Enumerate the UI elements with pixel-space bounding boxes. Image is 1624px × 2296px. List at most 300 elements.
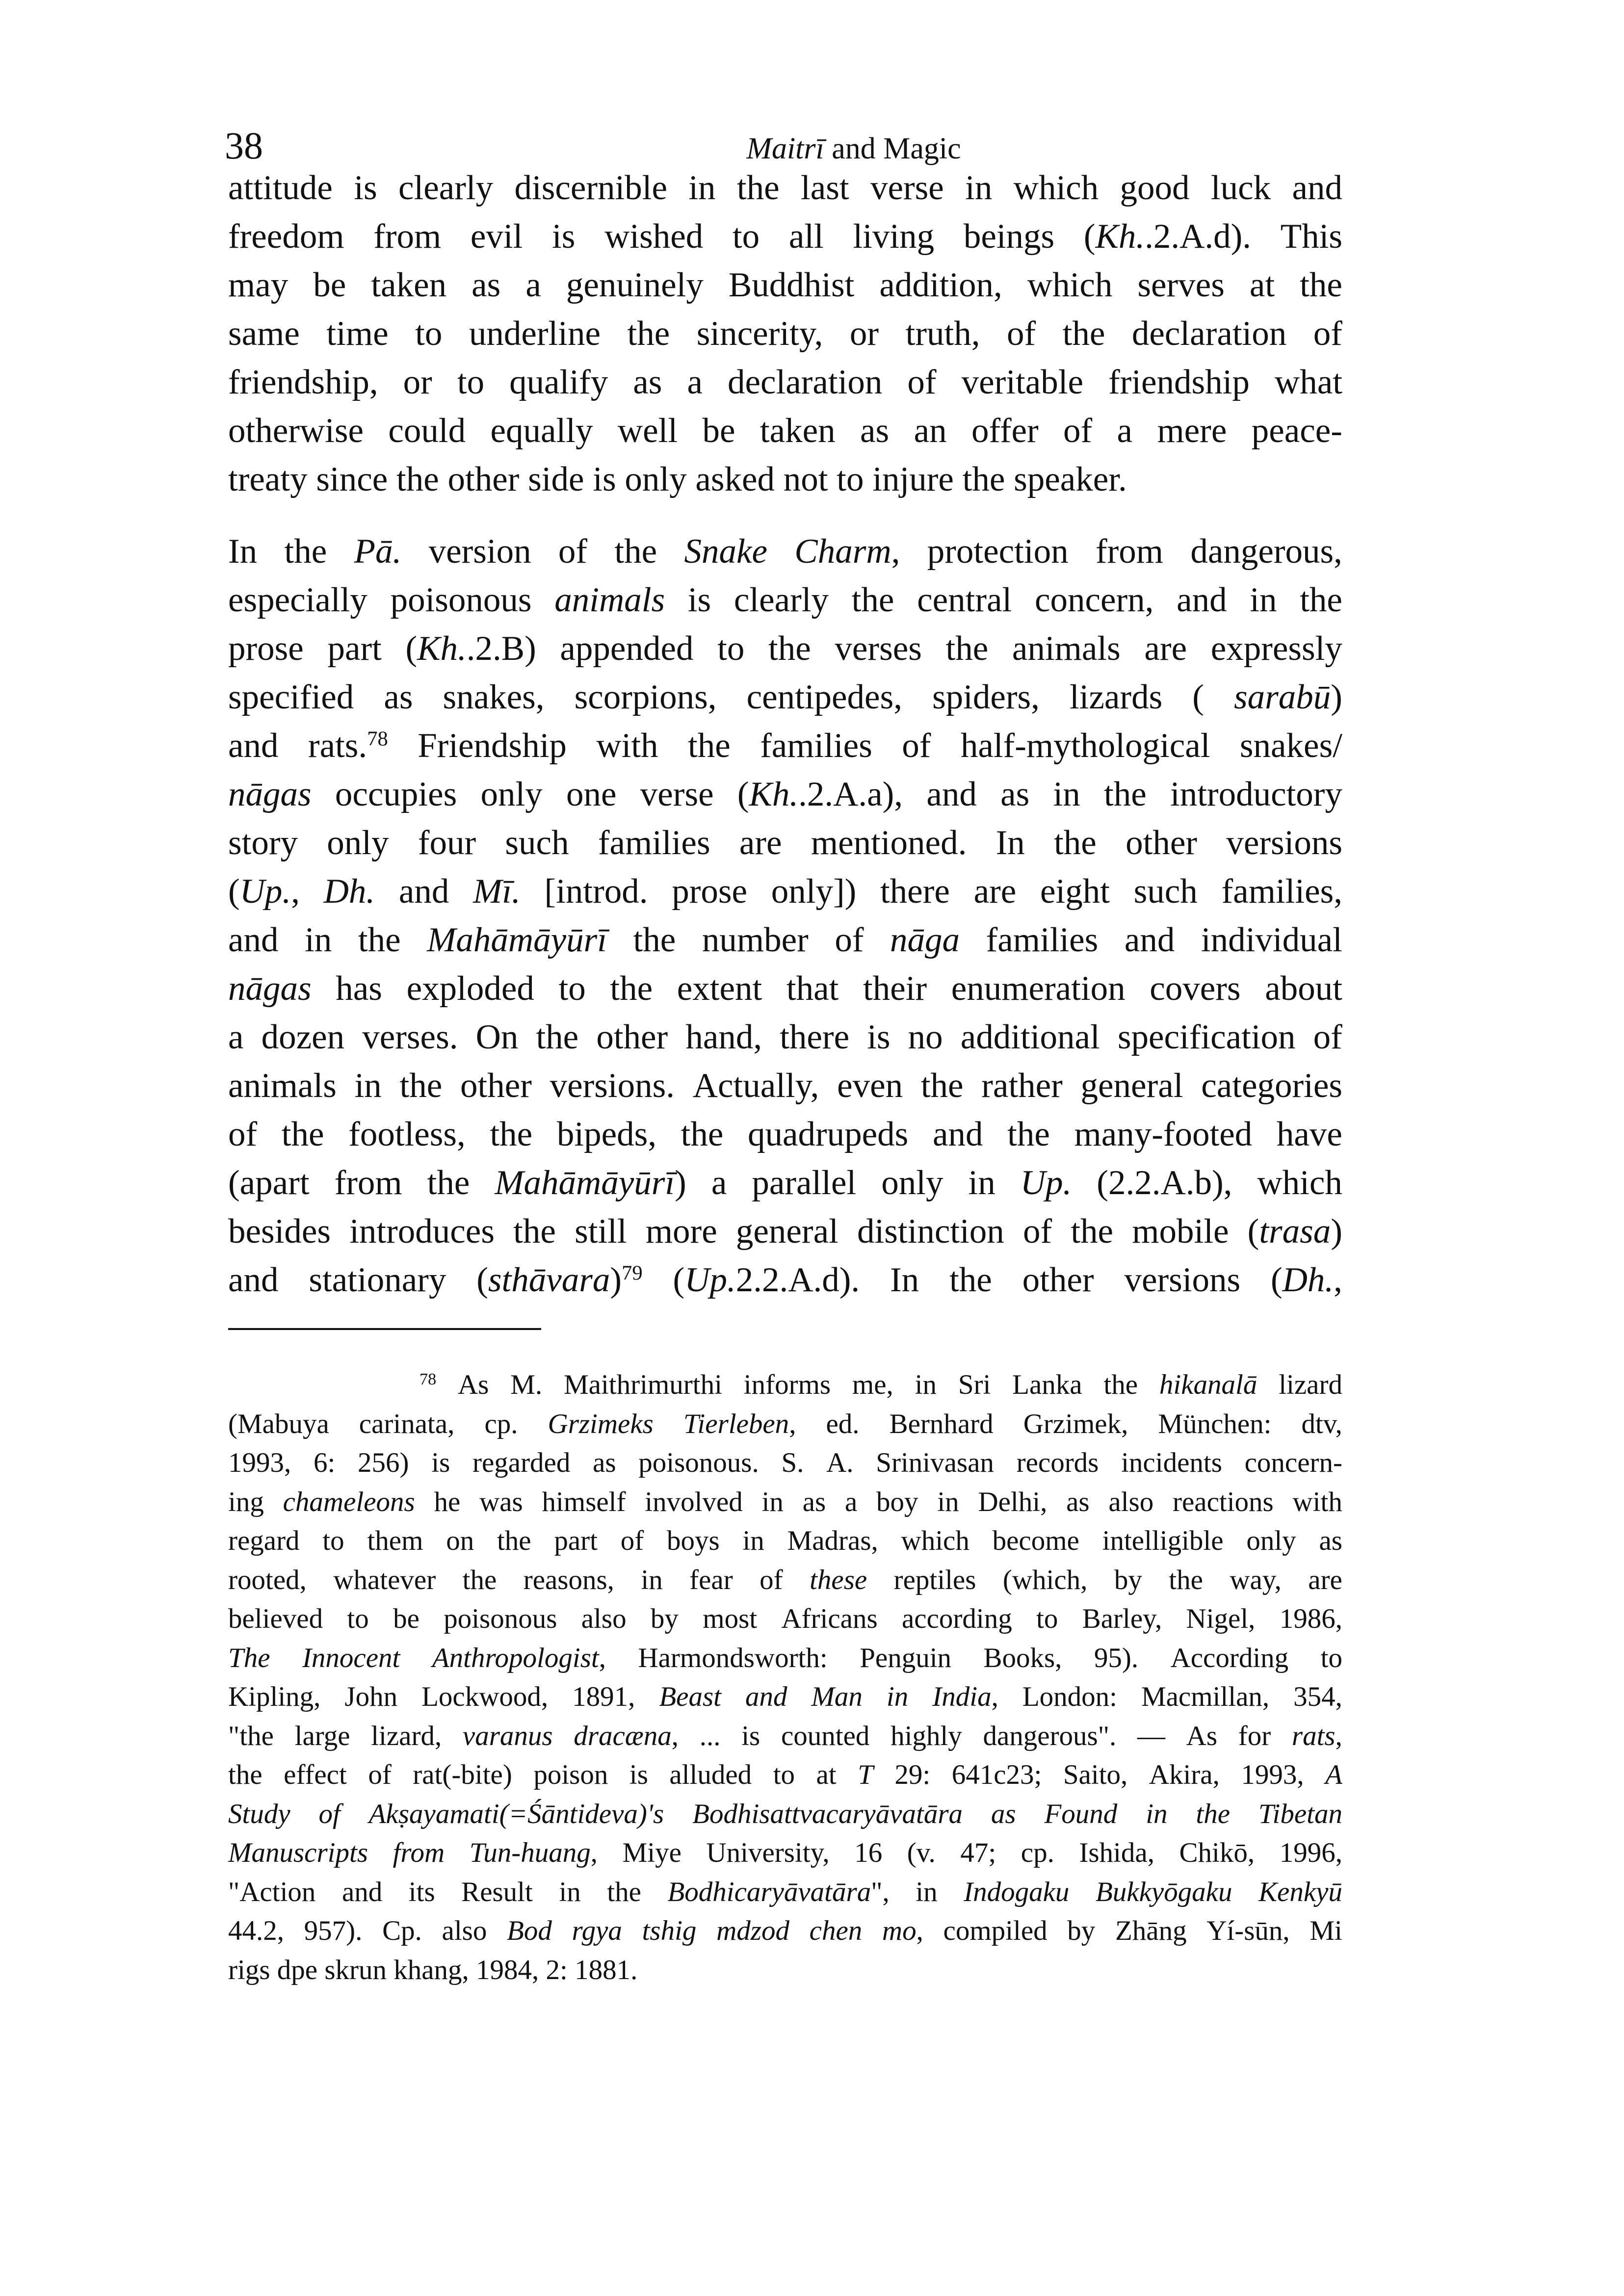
text: have xyxy=(1276,1115,1342,1153)
text: ) xyxy=(610,1261,622,1299)
italic-text: Bodhicaryāvatāra xyxy=(667,1876,871,1907)
text: them xyxy=(367,1525,423,1556)
text: Africans xyxy=(781,1603,878,1634)
text: dozen xyxy=(261,1018,345,1056)
text: of xyxy=(1063,412,1093,450)
text: Friendship xyxy=(418,727,567,765)
text: veritable xyxy=(961,363,1083,401)
text: prose xyxy=(228,629,304,668)
text: as xyxy=(384,678,413,716)
text: equally xyxy=(490,412,593,450)
text-line xyxy=(228,576,1342,625)
text: of xyxy=(907,363,937,401)
text: such xyxy=(1133,872,1198,911)
text: families, xyxy=(1221,872,1342,911)
text: the xyxy=(427,1164,470,1202)
text: number xyxy=(702,921,809,959)
text-line xyxy=(228,1833,1342,1873)
text: dpe xyxy=(277,1954,318,1985)
text: with xyxy=(596,727,658,765)
italic-text: sthāvara xyxy=(488,1261,610,1299)
text: occupies xyxy=(335,775,457,813)
text: As xyxy=(1186,1720,1218,1751)
text: of xyxy=(228,1115,258,1153)
text: the xyxy=(497,1525,531,1556)
text: in xyxy=(937,1486,959,1517)
text: of xyxy=(1006,314,1036,353)
text: poisonous xyxy=(390,581,532,619)
text: verse xyxy=(640,775,714,813)
italic-text: rats xyxy=(1291,1720,1336,1751)
text: not xyxy=(783,460,828,498)
text: in xyxy=(968,1164,995,1202)
text-line xyxy=(228,1483,1342,1522)
text: 1993, xyxy=(1241,1759,1304,1790)
text: only xyxy=(625,460,687,498)
text: otherwise xyxy=(228,412,364,450)
text: also xyxy=(442,1915,487,1946)
text: part xyxy=(554,1525,598,1556)
italic-text: nāgas xyxy=(228,969,312,1008)
text: the xyxy=(228,1759,262,1790)
text: are xyxy=(973,872,1017,911)
text: become xyxy=(992,1525,1079,1556)
italic-text: in xyxy=(1146,1798,1168,1829)
text: introductory xyxy=(1170,775,1342,813)
text: (Mabuya xyxy=(228,1408,329,1439)
text: footless, xyxy=(348,1115,466,1153)
text-line xyxy=(228,1755,1342,1795)
text: extent xyxy=(677,969,762,1008)
text: in xyxy=(688,169,716,207)
text: mentioned. xyxy=(811,824,967,862)
text: ) xyxy=(1331,678,1342,716)
italic-text: Tierleben xyxy=(683,1408,789,1439)
text: general xyxy=(735,1212,838,1251)
italic-text: nāga xyxy=(890,921,960,959)
text: friendship xyxy=(1108,363,1250,401)
text: the xyxy=(949,1261,992,1299)
text: or xyxy=(403,363,432,401)
text: versions xyxy=(1124,1261,1241,1299)
text: concern- xyxy=(1244,1447,1342,1478)
text: central xyxy=(917,581,1012,619)
footnote-marker: 78 xyxy=(367,727,388,751)
text: [introd. xyxy=(544,872,648,911)
text: same xyxy=(228,314,300,353)
text: time xyxy=(326,314,389,353)
text: Madras, xyxy=(787,1525,878,1556)
text: 256) xyxy=(358,1447,409,1478)
text: the xyxy=(768,629,811,668)
italic-text: Mī. xyxy=(473,872,521,911)
text: in xyxy=(965,169,993,207)
text: only xyxy=(1246,1525,1296,1556)
text: taken xyxy=(760,412,836,450)
italic-text: Bod xyxy=(507,1915,552,1946)
text: the xyxy=(610,969,653,1008)
text-line xyxy=(228,310,1342,358)
text: Akira, xyxy=(1149,1759,1220,1790)
text: stationary xyxy=(309,1261,446,1299)
italic-text: T xyxy=(858,1759,873,1790)
text-line xyxy=(228,1639,1342,1678)
text: as xyxy=(471,266,501,304)
text: 16 xyxy=(854,1837,883,1868)
text: of xyxy=(1022,1212,1052,1251)
text: Actually, xyxy=(692,1067,819,1105)
text: of xyxy=(1313,1018,1342,1056)
italic-text: Grzimeks xyxy=(548,1408,654,1439)
text: declaration xyxy=(1131,314,1287,353)
text: mobile xyxy=(1132,1212,1229,1251)
text: ... xyxy=(699,1720,721,1751)
text: 44.2, xyxy=(228,1915,284,1946)
text-line xyxy=(228,212,1342,261)
italic-text: Study xyxy=(228,1798,290,1829)
text: , xyxy=(671,1720,679,1751)
italic-text: tshig xyxy=(642,1915,697,1946)
text: versions. xyxy=(550,1067,675,1105)
text: believed xyxy=(228,1603,323,1634)
italic-text: A xyxy=(1325,1759,1342,1790)
text: is xyxy=(431,1447,450,1478)
text: and xyxy=(1124,921,1175,959)
text: the xyxy=(1103,1369,1138,1400)
text: clearly xyxy=(733,581,829,619)
italic-text: rgya xyxy=(572,1915,622,1946)
text: as xyxy=(860,412,890,450)
text: offer xyxy=(971,412,1039,450)
text: the xyxy=(633,921,676,959)
italic-text: Kh. xyxy=(749,775,799,813)
text: the xyxy=(358,921,401,959)
text: Chikō, xyxy=(1179,1837,1255,1868)
text: On xyxy=(475,1018,519,1056)
text: and xyxy=(341,1876,383,1907)
text: intelligible xyxy=(1102,1525,1224,1556)
text: whatever xyxy=(333,1564,436,1595)
text: specification xyxy=(1117,1018,1296,1056)
text-line xyxy=(228,358,1342,407)
text: alluded xyxy=(669,1759,752,1790)
text: story xyxy=(228,824,298,862)
text: the xyxy=(490,1115,533,1153)
text-line xyxy=(228,1207,1342,1256)
text: me, xyxy=(852,1369,893,1400)
text: the xyxy=(396,460,439,498)
text: ed. xyxy=(826,1408,860,1439)
text: injure xyxy=(872,460,954,498)
italic-text: these xyxy=(810,1564,867,1595)
text: of xyxy=(1313,314,1342,353)
text: what xyxy=(1274,363,1342,401)
text: animals xyxy=(1012,629,1121,668)
text: as xyxy=(633,363,662,401)
text: covers xyxy=(1150,969,1241,1008)
text: no xyxy=(908,1018,943,1056)
text: scorpions, xyxy=(574,678,717,716)
text: that xyxy=(786,969,839,1008)
text-line xyxy=(228,407,1342,455)
text: poisonous xyxy=(444,1603,557,1634)
text: (v. xyxy=(907,1837,936,1868)
text: a xyxy=(1117,412,1133,450)
text: evil xyxy=(470,217,523,256)
text: the xyxy=(607,1876,641,1907)
italic-text: dracæna xyxy=(574,1720,672,1751)
text: according xyxy=(902,1603,1012,1634)
text: rat(-bite) xyxy=(413,1759,512,1790)
text-line xyxy=(228,1599,1342,1639)
italic-text: Kh. xyxy=(1095,217,1145,256)
text: the xyxy=(627,314,670,353)
text: of xyxy=(620,1525,644,1556)
text: is xyxy=(687,581,711,619)
italic-text: India xyxy=(932,1681,992,1712)
text: khang, xyxy=(393,1954,469,1985)
text: .2.A.d). xyxy=(1145,217,1252,256)
text: families xyxy=(598,824,710,862)
text: Grzimek, xyxy=(1023,1408,1128,1439)
text: verse xyxy=(870,169,944,207)
text: , xyxy=(590,1837,598,1868)
text: since xyxy=(316,460,388,498)
text: is xyxy=(867,1018,891,1056)
text: to xyxy=(322,1525,344,1556)
text: is xyxy=(593,460,616,498)
text: regarded xyxy=(472,1447,571,1478)
text: at xyxy=(1249,266,1275,304)
text: ) xyxy=(1331,1212,1342,1251)
text: , xyxy=(1334,1261,1342,1299)
italic-text: Mahāmāyūrī xyxy=(495,1164,675,1202)
text: luck xyxy=(1210,169,1271,207)
text: , xyxy=(599,1642,606,1673)
text: ( xyxy=(673,1261,685,1299)
text: Kipling, xyxy=(228,1681,321,1712)
text: the xyxy=(736,169,780,207)
text-line xyxy=(228,455,1342,504)
text: declaration xyxy=(728,363,883,401)
text: compiled xyxy=(943,1915,1048,1946)
text: enumeration xyxy=(951,969,1126,1008)
text: in xyxy=(305,921,332,959)
text: most xyxy=(703,1603,758,1634)
text: way, xyxy=(1230,1564,1282,1595)
text: other xyxy=(1126,824,1198,862)
text: other xyxy=(596,1018,668,1056)
text: , xyxy=(1335,1720,1342,1751)
text: ) xyxy=(675,1164,686,1202)
italic-text: sarabū xyxy=(1233,678,1331,716)
text-line xyxy=(228,1677,1342,1717)
italic-text: Dh. xyxy=(1282,1261,1334,1299)
text: ing xyxy=(228,1486,264,1517)
text: , xyxy=(916,1915,923,1946)
text: Buddhist xyxy=(728,266,855,304)
text: the xyxy=(614,532,657,571)
text: there xyxy=(780,1018,850,1056)
text: a xyxy=(844,1486,858,1517)
text: the xyxy=(1300,266,1342,304)
text: beings xyxy=(963,217,1055,256)
text: Saito, xyxy=(1063,1759,1128,1790)
text: of xyxy=(902,727,931,765)
text-line xyxy=(228,819,1342,867)
italic-text: Man xyxy=(811,1681,863,1712)
text-line xyxy=(228,770,1342,819)
text: by xyxy=(650,1603,679,1634)
text: lizard, xyxy=(371,1720,442,1751)
text: the xyxy=(1103,775,1147,813)
text: families xyxy=(760,727,872,765)
text: and xyxy=(1292,169,1342,207)
text: to xyxy=(457,363,485,401)
text: fear xyxy=(689,1564,733,1595)
text: University, xyxy=(706,1837,830,1868)
text: could xyxy=(388,412,466,450)
text: individual xyxy=(1201,921,1342,959)
text: rats. xyxy=(308,727,367,765)
text: Macmillan, xyxy=(1141,1681,1270,1712)
text: "Action xyxy=(228,1876,316,1907)
text: in xyxy=(354,1067,382,1105)
text: in xyxy=(559,1876,581,1907)
footnote-78 xyxy=(228,1365,1342,1989)
text: concern, xyxy=(1034,581,1154,619)
text: other xyxy=(1022,1261,1094,1299)
text: 1891, xyxy=(572,1681,635,1712)
text-line xyxy=(228,916,1342,965)
text: to xyxy=(415,314,443,353)
text: the xyxy=(284,532,327,571)
text: half-mythological xyxy=(960,727,1210,765)
text: This xyxy=(1280,217,1342,256)
text: there xyxy=(880,872,950,911)
text: all xyxy=(788,217,824,256)
text: is xyxy=(552,217,576,256)
text: other xyxy=(460,1067,532,1105)
text: is xyxy=(354,169,377,207)
text: cp. xyxy=(484,1408,518,1439)
italic-text: Snake xyxy=(684,532,768,571)
text: John xyxy=(344,1681,398,1712)
text: distinction xyxy=(857,1212,1004,1251)
text: the xyxy=(851,581,894,619)
text: 47; xyxy=(960,1837,996,1868)
text: from xyxy=(334,1164,402,1202)
text-line xyxy=(228,867,1342,916)
text: in xyxy=(761,1486,784,1517)
text: ( xyxy=(405,629,418,668)
text: by xyxy=(1114,1564,1142,1595)
text: additional xyxy=(960,1018,1100,1056)
text: himself xyxy=(542,1486,626,1517)
text: asked xyxy=(695,460,775,498)
text: 95). xyxy=(1094,1642,1139,1673)
text: ", xyxy=(871,1876,890,1907)
text: regard xyxy=(228,1525,300,1556)
text: As xyxy=(458,1369,489,1400)
text: In xyxy=(228,532,258,571)
text: London: xyxy=(1022,1681,1117,1712)
text: Maithrimurthi xyxy=(563,1369,722,1400)
text: reasons, xyxy=(523,1564,614,1595)
text: the xyxy=(962,460,1005,498)
text: Result xyxy=(461,1876,533,1907)
text: discernible xyxy=(514,169,667,207)
text: ( xyxy=(1247,1212,1259,1251)
text: only xyxy=(327,824,389,862)
text: Harmondsworth: xyxy=(638,1642,828,1673)
text: as xyxy=(1000,775,1030,813)
text: attitude xyxy=(228,169,333,207)
italic-text: Tun-huang xyxy=(469,1837,591,1868)
text: as xyxy=(1319,1525,1342,1556)
text: from xyxy=(373,217,442,256)
paragraph-1 xyxy=(228,164,1342,504)
text: ( xyxy=(228,872,240,911)
italic-text: Kenkyū xyxy=(1258,1876,1342,1907)
text: by xyxy=(1067,1915,1096,1946)
text: the xyxy=(513,1212,556,1251)
text: qualify xyxy=(509,363,608,401)
text-line xyxy=(228,1405,1342,1444)
text: verses xyxy=(835,629,922,668)
text-line xyxy=(228,164,1342,212)
text: in xyxy=(641,1564,663,1595)
text-line xyxy=(228,1365,1342,1405)
text: (which, xyxy=(1002,1564,1088,1595)
italic-text: Indogaku xyxy=(964,1876,1070,1907)
text-line xyxy=(228,261,1342,310)
text: boys xyxy=(667,1525,720,1556)
text: for xyxy=(1238,1720,1271,1751)
text: sincerity, xyxy=(696,314,823,353)
text: ( xyxy=(1192,678,1204,716)
text: the xyxy=(920,1067,964,1105)
text: on xyxy=(446,1525,474,1556)
text: records xyxy=(1016,1447,1099,1478)
text: dangerous, xyxy=(1190,532,1342,571)
text: 6: xyxy=(313,1447,336,1478)
italic-text: trasa xyxy=(1259,1212,1331,1251)
text: and xyxy=(1177,581,1227,619)
text: , xyxy=(991,1681,998,1712)
text: the xyxy=(687,727,731,765)
text-line xyxy=(228,1717,1342,1756)
text: and xyxy=(228,1261,279,1299)
text: mere xyxy=(1157,412,1227,450)
footnote-divider xyxy=(228,1328,541,1330)
text-line xyxy=(228,1911,1342,1951)
text: bipeds, xyxy=(556,1115,656,1153)
text: categories xyxy=(1201,1067,1342,1105)
text: taken xyxy=(371,266,447,304)
text-line xyxy=(228,965,1342,1013)
text: especially xyxy=(228,581,367,619)
text-line xyxy=(228,527,1342,576)
text: last xyxy=(800,169,849,207)
italic-text: as xyxy=(991,1798,1016,1829)
running-head-title: Maitrī xyxy=(746,132,824,165)
text: speaker. xyxy=(1014,460,1127,498)
text: exploded xyxy=(406,969,534,1008)
text: which xyxy=(1013,169,1099,207)
text: which xyxy=(1257,1164,1342,1202)
text: be xyxy=(702,412,735,450)
